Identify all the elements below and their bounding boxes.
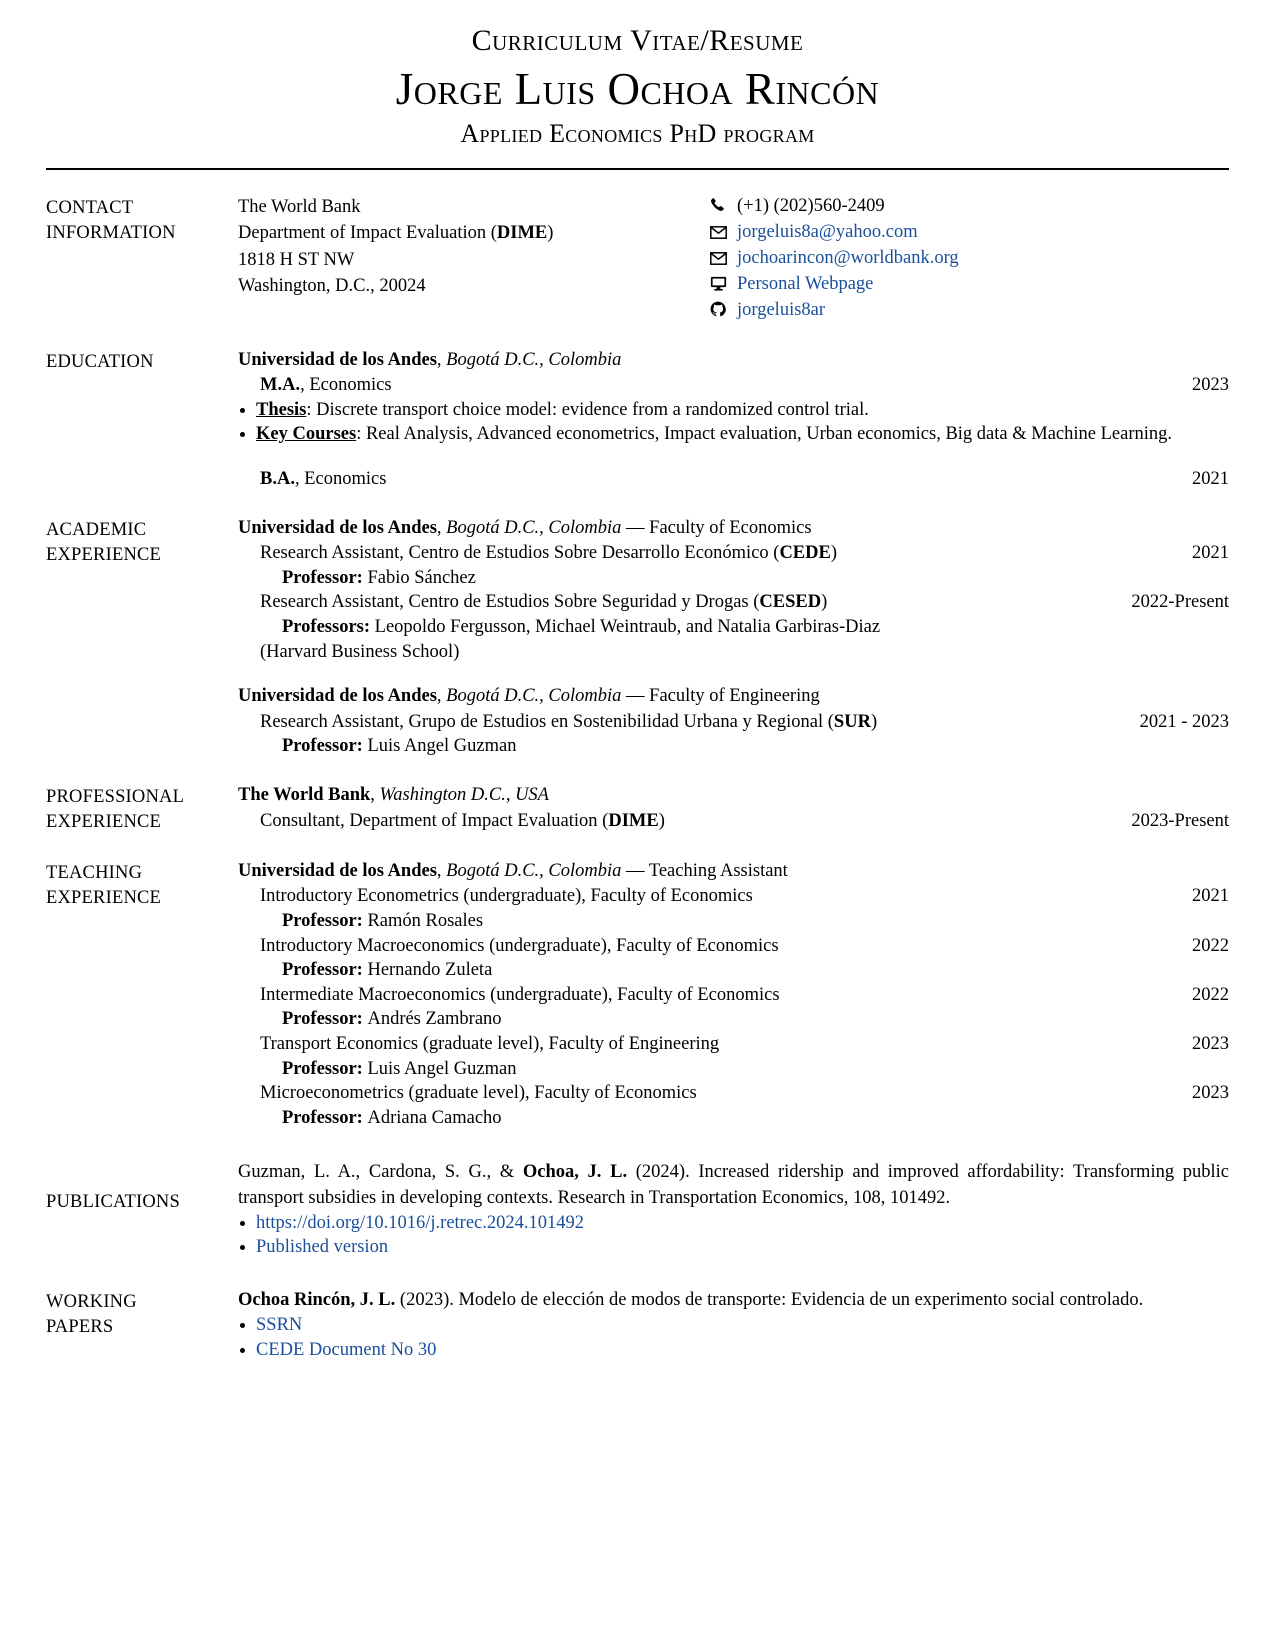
professional-entry-row xyxy=(260,809,1229,834)
education-ma-degree-line xyxy=(260,373,1178,398)
teaching-entry-row xyxy=(260,1081,1229,1106)
education-bullet-key-courses-lead: Key Courses xyxy=(256,424,357,445)
section-publications xyxy=(46,1160,1229,1260)
section-contact-information xyxy=(46,194,1229,323)
contact-phone-line xyxy=(708,194,1229,220)
teaching-entry-date: 2023 xyxy=(1192,1034,1229,1055)
academic-entry-row xyxy=(260,541,1229,566)
contact-webpage-link[interactable]: Personal Webpage xyxy=(737,273,874,294)
academic-entry-date: 2021 xyxy=(1192,543,1229,564)
academic-institution: Universidad de los Andes xyxy=(238,686,437,707)
academic-entry-row xyxy=(260,590,1229,615)
section-label-contact xyxy=(46,194,238,246)
academic-faculty: — Faculty of Economics xyxy=(621,517,812,538)
academic-entry-role-post: ) xyxy=(821,592,828,613)
education-bullet-thesis xyxy=(238,398,1229,423)
section-body-academic xyxy=(238,516,1229,759)
education-ma-date: 2023 xyxy=(1192,375,1229,396)
teaching-faculty: — Teaching Assistant xyxy=(621,860,788,881)
education-ma-bullets xyxy=(238,398,1229,447)
teaching-entry-advisor-label: Professor: xyxy=(282,911,363,932)
teaching-entry-row xyxy=(260,1032,1229,1057)
section-body-teaching xyxy=(238,859,1229,1131)
teaching-entry-course: Intermediate Macroeconomics (undergraduate), Faculty of Economics xyxy=(260,984,780,1005)
document-kind-title: Curriculum Vitae/Resume xyxy=(471,24,804,57)
address-street: 1818 H ST NW xyxy=(238,249,355,270)
teaching-entry-course: Introductory Macroeconomics (undergraduate), Faculty of Economics xyxy=(260,935,779,956)
contact-phone-value: (+1) (202)560-2409 xyxy=(737,196,885,217)
address-department xyxy=(238,220,708,246)
education-ba-date: 2021 xyxy=(1192,469,1229,489)
academic-entry-advisor-names: Luis Angel Guzman xyxy=(367,736,517,757)
teaching-entry-advisor-label: Professor: xyxy=(282,960,363,981)
academic-entry-advisor-label: Professor: xyxy=(282,567,363,588)
section-label-publications-line1: PUBLICATIONS xyxy=(46,1192,180,1213)
academic-entry-role-pre: Research Assistant, Grupo de Estudios en Sostenibilidad Urbana y Regional ( xyxy=(260,711,834,732)
section-label-teaching xyxy=(46,859,238,911)
publication-doi-link[interactable]: https://doi.org/10.1016/j.retrec.2024.101492 xyxy=(256,1212,585,1233)
academic-entry-role-post: ) xyxy=(830,543,838,564)
academic-entry-role xyxy=(260,541,1178,566)
teaching-entry-advisor-label: Professor: xyxy=(282,1009,363,1030)
teaching-entry-course: Introductory Econometrics (undergraduate), Faculty of Economics xyxy=(260,886,753,907)
teaching-entry-date: 2023 xyxy=(1192,1083,1229,1104)
working-paper-citation-author-highlight: Ochoa Rincón, J. L. xyxy=(238,1289,396,1310)
academic-group-institution-line: Universidad de los Andes, Bogotá D.C., Colombia — Faculty of Engineering xyxy=(238,686,820,707)
education-ba-row xyxy=(260,467,1229,492)
teaching-entry-advisor-label: Professor: xyxy=(282,1107,363,1128)
header-divider xyxy=(46,168,1229,170)
teaching-entry-row xyxy=(260,884,1229,909)
address-department-post: ) xyxy=(547,223,554,244)
section-label-professional xyxy=(46,783,238,835)
education-ma-field: , Economics xyxy=(300,375,392,396)
contact-address-block xyxy=(238,194,708,299)
professional-entry-role-pre: Consultant, Department of Impact Evaluation ( xyxy=(260,810,609,831)
teaching-entry-course: Transport Economics (graduate level), Faculty of Engineering xyxy=(260,1034,720,1055)
academic-entry-role-acronym: SUR xyxy=(833,711,871,732)
section-body-publications xyxy=(238,1160,1229,1260)
teaching-entry-advisor-name: Hernando Zuleta xyxy=(367,960,493,981)
section-body-education xyxy=(238,348,1229,492)
teaching-entry-advisor-label: Professor: xyxy=(282,1058,363,1079)
section-label-education-line1: EDUCATION xyxy=(46,351,154,372)
section-label-contact-line1: CONTACT xyxy=(46,198,134,219)
academic-entry-advisor xyxy=(282,566,1229,591)
section-label-education xyxy=(46,348,238,375)
academic-group xyxy=(238,516,1229,665)
teaching-entry-advisor-name: Adriana Camacho xyxy=(367,1107,502,1128)
teaching-entry-advisor-name: Luis Angel Guzman xyxy=(367,1058,517,1079)
academic-entry-advisor-label: Professor: xyxy=(282,736,363,757)
academic-entry-role-acronym: CESED xyxy=(759,592,822,613)
address-department-pre: Department of Impact Evaluation ( xyxy=(238,223,497,244)
working-paper-cede-link[interactable]: CEDE Document No 30 xyxy=(256,1339,437,1360)
teaching-entry-date: 2022 xyxy=(1192,984,1229,1005)
section-education xyxy=(46,348,1229,492)
publication-citation xyxy=(238,1160,1229,1210)
phone-icon xyxy=(708,197,728,213)
address-city: Washington, D.C., 20024 xyxy=(238,275,426,296)
contact-email-personal-line[interactable] xyxy=(708,220,1229,246)
professional-institution: The World Bank xyxy=(238,784,371,805)
section-academic-experience xyxy=(46,516,1229,759)
academic-group xyxy=(238,684,1229,759)
teaching-entry-advisor xyxy=(282,1106,1229,1131)
section-body-contact xyxy=(238,194,1229,323)
section-label-working-papers-line1: WORKING xyxy=(46,1291,137,1312)
section-label-teaching-line2: EXPERIENCE xyxy=(46,887,162,908)
working-paper-link-item[interactable] xyxy=(238,1338,1229,1363)
education-ma-degree: M.A. xyxy=(260,375,301,396)
working-paper-link-item[interactable] xyxy=(238,1313,1229,1338)
academic-entry-advisor xyxy=(282,734,1229,759)
teaching-entry-date: 2022 xyxy=(1192,935,1229,956)
professional-entry-role-post: ) xyxy=(658,810,665,831)
academic-group-institution-line: Universidad de los Andes, Bogotá D.C., Colombia — Faculty of Economics xyxy=(238,517,812,538)
address-employer: The World Bank xyxy=(238,197,361,218)
teaching-entry-advisor xyxy=(282,909,1229,934)
working-paper-citation-post: (2023). Modelo de elección de modos de transporte: Evidencia de un experimento social controlado. xyxy=(395,1289,1144,1310)
teaching-institution-line: Universidad de los Andes, Bogotá D.C., Colombia — Teaching Assistant xyxy=(238,860,788,881)
section-label-academic-line1: ACADEMIC xyxy=(46,519,147,540)
professional-entry-date: 2023-Present xyxy=(1131,810,1229,831)
academic-institution: Universidad de los Andes xyxy=(238,517,437,538)
contact-github-line[interactable] xyxy=(708,298,1229,324)
academic-entry-role-acronym: CEDE xyxy=(779,543,831,564)
education-institution: Universidad de los Andes xyxy=(238,349,437,370)
teaching-entry-course: Microeconometrics (graduate level), Faculty of Economics xyxy=(260,1083,697,1104)
academic-location: Bogotá D.C., Colombia xyxy=(446,517,622,538)
academic-entry-row xyxy=(260,710,1229,735)
teaching-entry-advisor xyxy=(282,958,1229,983)
professional-institution-line: The World Bank, Washington D.C., USA xyxy=(238,784,549,805)
professional-entry-role xyxy=(260,809,1117,834)
section-label-academic-line2: EXPERIENCE xyxy=(46,544,162,565)
academic-faculty: — Faculty of Engineering xyxy=(621,686,820,707)
github-icon xyxy=(708,301,728,317)
envelope-icon xyxy=(708,226,728,239)
contact-email-work-link[interactable]: jochoarincon@worldbank.org xyxy=(737,247,959,268)
section-label-contact-line2: INFORMATION xyxy=(46,223,176,244)
section-label-working-papers-line2: PAPERS xyxy=(46,1316,114,1337)
education-institution-line: Universidad de los Andes, Bogotá D.C., Colombia xyxy=(238,349,622,370)
teaching-entry-date: 2021 xyxy=(1192,886,1229,907)
teaching-location: Bogotá D.C., Colombia xyxy=(446,860,622,881)
academic-location: Bogotá D.C., Colombia xyxy=(446,686,622,707)
academic-entry-advisor-names: Fabio Sánchez xyxy=(367,567,476,588)
section-professional-experience xyxy=(46,783,1229,835)
education-ba-field: , Economics xyxy=(294,469,387,489)
academic-entry-advisor-label: Professors: xyxy=(282,616,371,637)
teaching-institution: Universidad de los Andes xyxy=(238,860,437,881)
academic-entry-role-post: ) xyxy=(870,711,878,732)
working-paper-links xyxy=(238,1313,1229,1362)
section-label-professional-line2: EXPERIENCE xyxy=(46,811,162,832)
contact-webpage-line[interactable] xyxy=(708,272,1229,298)
teaching-entry-advisor xyxy=(282,1057,1229,1082)
publication-link-item[interactable] xyxy=(238,1235,1229,1260)
academic-entry-role-pre: Research Assistant, Centro de Estudios Sobre Seguridad y Drogas ( xyxy=(260,592,760,613)
academic-entry-date: 2022-Present xyxy=(1131,592,1229,613)
section-label-academic xyxy=(46,516,238,568)
academic-entry-role xyxy=(260,710,1126,735)
section-body-working-papers xyxy=(238,1288,1229,1362)
publication-link-item[interactable] xyxy=(238,1211,1229,1236)
publication-citation-pre: Guzman, L. A., Cardona, S. G., & xyxy=(238,1162,523,1183)
academic-entry-advisor-extra: (Harvard Business School) xyxy=(260,641,460,662)
section-body-professional xyxy=(238,783,1229,833)
professional-location: Washington D.C., USA xyxy=(379,784,549,805)
section-working-papers xyxy=(46,1288,1229,1362)
section-teaching-experience xyxy=(46,859,1229,1131)
teaching-entry-row xyxy=(260,934,1229,959)
publication-citation-post: (2024). Increased ridership and improved affordability: Transforming public transport subsidies in developing contexts. Research in Transportation Economics, 108, 101492. xyxy=(238,1162,1230,1208)
publication-citation-author-highlight: Ochoa, J. L. xyxy=(522,1162,628,1183)
teaching-entry-advisor-name: Andrés Zambrano xyxy=(367,1009,502,1030)
education-ma-row xyxy=(260,373,1229,398)
working-paper-citation xyxy=(238,1288,1229,1313)
education-location: Bogotá D.C., Colombia xyxy=(446,349,622,370)
academic-entry-advisor xyxy=(282,615,1229,640)
cv-header xyxy=(46,18,1229,149)
publication-published-version-link[interactable]: Published version xyxy=(256,1237,389,1258)
academic-entry-date: 2021 - 2023 xyxy=(1139,711,1229,732)
education-ba-degree-line xyxy=(260,467,1178,492)
contact-email-work-line[interactable] xyxy=(708,246,1229,272)
teaching-entry-advisor xyxy=(282,1007,1229,1032)
address-department-acronym: DIME xyxy=(496,223,548,244)
teaching-entry-advisor-name: Ramón Rosales xyxy=(367,911,484,932)
contact-links-block xyxy=(708,194,1229,323)
education-bullet-key-courses-text: : Real Analysis, Advanced econometrics, Impact evaluation, Urban economics, Big data & Machine Learning. xyxy=(356,424,1173,445)
program-subtitle: Applied Economics PhD program xyxy=(460,118,815,148)
education-bullet-key-courses xyxy=(238,422,1229,447)
publication-links xyxy=(238,1211,1229,1260)
education-bullet-thesis-text: : Discrete transport choice model: evidence from a randomized control trial. xyxy=(306,399,869,420)
academic-entry-advisor-names: Leopoldo Fergusson, Michael Weintraub, and Natalia Garbiras-Diaz xyxy=(374,616,881,637)
section-label-working-papers xyxy=(46,1288,238,1340)
section-label-publications xyxy=(46,1160,238,1215)
teaching-entry-row xyxy=(260,983,1229,1008)
contact-email-personal-link[interactable]: jorgeluis8a@yahoo.com xyxy=(737,222,918,243)
contact-github-link[interactable]: jorgeluis8ar xyxy=(737,299,826,320)
section-label-professional-line1: PROFESSIONAL xyxy=(46,786,185,807)
education-ba-degree: B.A. xyxy=(260,469,295,489)
education-bullet-thesis-lead: Thesis xyxy=(256,399,307,420)
working-paper-ssrn-link[interactable]: SSRN xyxy=(256,1315,303,1336)
section-label-teaching-line1: TEACHING xyxy=(46,862,143,883)
envelope-icon xyxy=(708,252,728,265)
candidate-name: Jorge Luis Ochoa Rincón xyxy=(395,63,880,114)
academic-entry-role xyxy=(260,590,1117,615)
monitor-icon xyxy=(708,276,728,291)
professional-entry-role-acronym: DIME xyxy=(608,810,659,831)
academic-entry-role-pre: Research Assistant, Centro de Estudios Sobre Desarrollo Económico ( xyxy=(260,543,780,564)
